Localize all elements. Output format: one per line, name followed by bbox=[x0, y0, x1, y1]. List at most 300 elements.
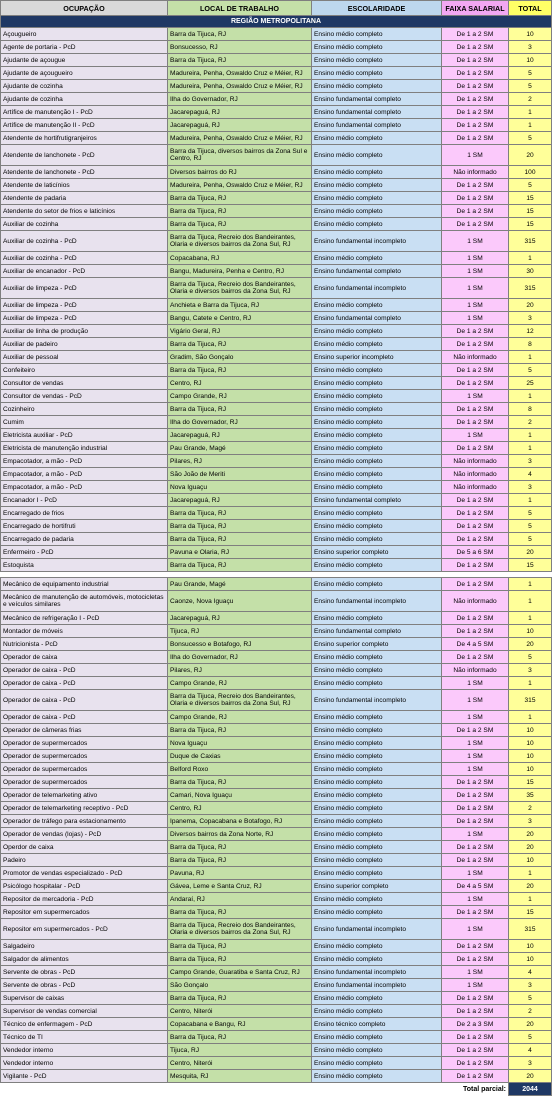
education-cell: Ensino médio completo bbox=[312, 841, 442, 854]
table-row bbox=[1, 906, 552, 919]
table-row bbox=[1, 828, 552, 841]
total-cell: 8 bbox=[509, 338, 552, 351]
location-cell: Barra da Tijuca, RJ bbox=[168, 338, 312, 351]
table-row bbox=[1, 1005, 552, 1018]
occupation-cell: Auxiliar de encanador - PcD bbox=[1, 265, 168, 278]
location-cell: Pilares, RJ bbox=[168, 455, 312, 468]
location-cell: Centro, RJ bbox=[168, 377, 312, 390]
salary-cell: 1 SM bbox=[442, 711, 509, 724]
header-salary-range: FAIXA SALARIAL bbox=[442, 1, 509, 16]
total-cell: 30 bbox=[509, 265, 552, 278]
salary-cell: Não informado bbox=[442, 664, 509, 677]
location-cell: Andaraí, RJ bbox=[168, 893, 312, 906]
location-cell: Barra da Tijuca, RJ bbox=[168, 533, 312, 546]
total-cell: 12 bbox=[509, 325, 552, 338]
education-cell: Ensino médio completo bbox=[312, 1044, 442, 1057]
region-title: REGIÃO METROPOLITANA bbox=[1, 16, 552, 28]
salary-cell: 1 SM bbox=[442, 265, 509, 278]
table-row bbox=[1, 325, 552, 338]
total-cell: 10 bbox=[509, 625, 552, 638]
partial-total-value: 2044 bbox=[509, 1083, 552, 1096]
total-cell: 5 bbox=[509, 179, 552, 192]
occupation-cell: Operador de telemarketing ativo bbox=[1, 789, 168, 802]
occupation-cell: Vendedor interno bbox=[1, 1044, 168, 1057]
table-row bbox=[1, 265, 552, 278]
table-row bbox=[1, 442, 552, 455]
salary-cell: De 1 a 2 SM bbox=[442, 789, 509, 802]
occupation-cell: Eletricista auxiliar - PcD bbox=[1, 429, 168, 442]
table-row bbox=[1, 364, 552, 377]
occupation-cell: Supervisor de caixas bbox=[1, 992, 168, 1005]
education-cell: Ensino fundamental completo bbox=[312, 106, 442, 119]
location-cell: Ilha do Governador, RJ bbox=[168, 416, 312, 429]
location-cell: Barra da Tijuca, RJ bbox=[168, 854, 312, 867]
total-cell: 1 bbox=[509, 893, 552, 906]
education-cell: Ensino médio completo bbox=[312, 854, 442, 867]
salary-cell: De 1 a 2 SM bbox=[442, 651, 509, 664]
salary-cell: De 1 a 2 SM bbox=[442, 218, 509, 231]
education-cell: Ensino médio completo bbox=[312, 325, 442, 338]
occupation-cell: Operador de vendas (lojas) - PcD bbox=[1, 828, 168, 841]
occupation-cell: Psicólogo hospitalar - PcD bbox=[1, 880, 168, 893]
occupation-cell: Operador de tráfego para estacionamento bbox=[1, 815, 168, 828]
education-cell: Ensino médio completo bbox=[312, 416, 442, 429]
location-cell: Gradim, São Gonçalo bbox=[168, 351, 312, 364]
location-cell: Barra da Tijuca, RJ bbox=[168, 54, 312, 67]
header-row bbox=[1, 1, 552, 16]
salary-cell: De 1 a 2 SM bbox=[442, 906, 509, 919]
salary-cell: De 1 a 2 SM bbox=[442, 533, 509, 546]
table-row bbox=[1, 750, 552, 763]
location-cell: Jacarepaguá, RJ bbox=[168, 612, 312, 625]
location-cell: Jacarepaguá, RJ bbox=[168, 494, 312, 507]
table-row bbox=[1, 41, 552, 54]
total-cell: 10 bbox=[509, 940, 552, 953]
salary-cell: 1 SM bbox=[442, 979, 509, 992]
salary-cell: De 1 a 2 SM bbox=[442, 364, 509, 377]
occupation-cell: Vigilante - PcD bbox=[1, 1070, 168, 1083]
table-row bbox=[1, 559, 552, 572]
total-cell: 3 bbox=[509, 312, 552, 325]
table-row bbox=[1, 893, 552, 906]
education-cell: Ensino médio completo bbox=[312, 737, 442, 750]
location-cell: Vigário Geral, RJ bbox=[168, 325, 312, 338]
summary-row bbox=[1, 1083, 552, 1096]
total-cell: 20 bbox=[509, 638, 552, 651]
education-cell: Ensino médio completo bbox=[312, 776, 442, 789]
education-cell: Ensino fundamental incompleto bbox=[312, 278, 442, 299]
salary-cell: 1 SM bbox=[442, 690, 509, 711]
table-row bbox=[1, 106, 552, 119]
education-cell: Ensino médio completo bbox=[312, 1031, 442, 1044]
table-row bbox=[1, 1031, 552, 1044]
total-cell: 5 bbox=[509, 520, 552, 533]
salary-cell: De 1 a 2 SM bbox=[442, 119, 509, 132]
total-cell: 5 bbox=[509, 1031, 552, 1044]
salary-cell: De 1 a 2 SM bbox=[442, 132, 509, 145]
education-cell: Ensino médio completo bbox=[312, 815, 442, 828]
occupation-cell: Consultor de vendas bbox=[1, 377, 168, 390]
education-cell: Ensino médio completo bbox=[312, 132, 442, 145]
total-cell: 20 bbox=[509, 299, 552, 312]
salary-cell: Não informado bbox=[442, 481, 509, 494]
location-cell: Anchieta e Barra da Tijuca, RJ bbox=[168, 299, 312, 312]
occupation-cell: Empacotador, a mão - PcD bbox=[1, 455, 168, 468]
education-cell: Ensino médio completo bbox=[312, 218, 442, 231]
total-cell: 10 bbox=[509, 737, 552, 750]
header-location: LOCAL DE TRABALHO bbox=[168, 1, 312, 16]
table-row bbox=[1, 205, 552, 218]
total-cell: 1 bbox=[509, 867, 552, 880]
salary-cell: De 1 a 2 SM bbox=[442, 205, 509, 218]
table-row bbox=[1, 1018, 552, 1031]
occupation-cell: Técnico de enfermagem - PcD bbox=[1, 1018, 168, 1031]
education-cell: Ensino médio completo bbox=[312, 364, 442, 377]
salary-cell: De 1 a 2 SM bbox=[442, 992, 509, 1005]
location-cell: Barra da Tijuca, Recreio dos Bandeirantes, Olaria e diversos bairros da Zona Sul, RJ bbox=[168, 690, 312, 711]
education-cell: Ensino médio completo bbox=[312, 507, 442, 520]
occupation-cell: Operador de supermercados bbox=[1, 763, 168, 776]
location-cell: Centro, RJ bbox=[168, 802, 312, 815]
education-cell: Ensino médio completo bbox=[312, 468, 442, 481]
location-cell: Bonsucesso e Botafogo, RJ bbox=[168, 638, 312, 651]
total-cell: 5 bbox=[509, 67, 552, 80]
location-cell: Caonze, Nova Iguaçu bbox=[168, 591, 312, 612]
salary-cell: 1 SM bbox=[442, 750, 509, 763]
table-row bbox=[1, 145, 552, 166]
location-cell: Pau Grande, Magé bbox=[168, 442, 312, 455]
salary-cell: Não informado bbox=[442, 591, 509, 612]
total-cell: 20 bbox=[509, 1018, 552, 1031]
header-total: TOTAL bbox=[509, 1, 552, 16]
occupation-cell: Operador de caixa - PcD bbox=[1, 677, 168, 690]
education-cell: Ensino fundamental completo bbox=[312, 494, 442, 507]
table-row bbox=[1, 919, 552, 940]
education-cell: Ensino médio completo bbox=[312, 533, 442, 546]
location-cell: Mesquita, RJ bbox=[168, 1070, 312, 1083]
total-cell: 1 bbox=[509, 252, 552, 265]
table-row bbox=[1, 231, 552, 252]
table-row bbox=[1, 1057, 552, 1070]
occupation-cell: Promotor de vendas especializado - PcD bbox=[1, 867, 168, 880]
salary-cell: De 1 a 2 SM bbox=[442, 1044, 509, 1057]
location-cell: Centro, Niterói bbox=[168, 1057, 312, 1070]
table-row bbox=[1, 966, 552, 979]
salary-cell: 1 SM bbox=[442, 828, 509, 841]
occupation-cell: Operador de caixa - PcD bbox=[1, 690, 168, 711]
education-cell: Ensino médio completo bbox=[312, 520, 442, 533]
total-cell: 15 bbox=[509, 559, 552, 572]
salary-cell: De 5 a 6 SM bbox=[442, 546, 509, 559]
location-cell: Barra da Tijuca, RJ bbox=[168, 953, 312, 966]
table-row bbox=[1, 690, 552, 711]
occupation-cell: Empacotador, a mão - PcD bbox=[1, 468, 168, 481]
location-cell: Ipanema, Copacabana e Botafogo, RJ bbox=[168, 815, 312, 828]
location-cell: Barra da Tijuca, Recreio dos Bandeirantes, Olaria e diversos bairros da Zona Sul, RJ bbox=[168, 231, 312, 252]
occupation-cell: Auxiliar de pessoal bbox=[1, 351, 168, 364]
total-cell: 5 bbox=[509, 992, 552, 1005]
salary-cell: De 1 a 2 SM bbox=[442, 325, 509, 338]
location-cell: Pau Grande, Magé bbox=[168, 578, 312, 591]
education-cell: Ensino médio completo bbox=[312, 80, 442, 93]
table-row bbox=[1, 638, 552, 651]
total-cell: 15 bbox=[509, 218, 552, 231]
total-cell: 4 bbox=[509, 468, 552, 481]
occupation-cell: Encarregado de padaria bbox=[1, 533, 168, 546]
occupation-cell: Auxiliar de cozinha bbox=[1, 218, 168, 231]
total-cell: 315 bbox=[509, 919, 552, 940]
occupation-cell: Atendente de padaria bbox=[1, 192, 168, 205]
salary-cell: De 1 a 2 SM bbox=[442, 192, 509, 205]
education-cell: Ensino médio completo bbox=[312, 403, 442, 416]
total-cell: 1 bbox=[509, 612, 552, 625]
occupation-cell: Açougueiro bbox=[1, 28, 168, 41]
total-cell: 1 bbox=[509, 677, 552, 690]
total-cell: 3 bbox=[509, 815, 552, 828]
total-cell: 3 bbox=[509, 41, 552, 54]
occupation-cell: Artífice de manutenção II - PcD bbox=[1, 119, 168, 132]
location-cell: Barra da Tijuca, RJ bbox=[168, 906, 312, 919]
table-row bbox=[1, 468, 552, 481]
education-cell: Ensino médio completo bbox=[312, 992, 442, 1005]
salary-cell: De 1 a 2 SM bbox=[442, 28, 509, 41]
education-cell: Ensino médio completo bbox=[312, 377, 442, 390]
location-cell: Ilha do Governador, RJ bbox=[168, 651, 312, 664]
salary-cell: De 1 a 2 SM bbox=[442, 1057, 509, 1070]
total-cell: 35 bbox=[509, 789, 552, 802]
total-cell: 3 bbox=[509, 1057, 552, 1070]
education-cell: Ensino médio completo bbox=[312, 802, 442, 815]
occupation-cell: Enfermeiro - PcD bbox=[1, 546, 168, 559]
education-cell: Ensino médio completo bbox=[312, 1070, 442, 1083]
occupation-cell: Servente de obras - PcD bbox=[1, 979, 168, 992]
table-row bbox=[1, 218, 552, 231]
occupation-cell: Auxiliar de linha de produção bbox=[1, 325, 168, 338]
education-cell: Ensino médio completo bbox=[312, 455, 442, 468]
salary-cell: De 1 a 2 SM bbox=[442, 106, 509, 119]
occupation-cell: Repositor em supermercados bbox=[1, 906, 168, 919]
table-row bbox=[1, 416, 552, 429]
location-cell: Jacarepaguá, RJ bbox=[168, 429, 312, 442]
salary-cell: De 1 a 2 SM bbox=[442, 802, 509, 815]
education-cell: Ensino médio completo bbox=[312, 179, 442, 192]
total-cell: 5 bbox=[509, 651, 552, 664]
location-cell: Pilares, RJ bbox=[168, 664, 312, 677]
salary-cell: De 1 a 2 SM bbox=[442, 612, 509, 625]
location-cell: Barra da Tijuca, RJ bbox=[168, 841, 312, 854]
salary-cell: De 1 a 2 SM bbox=[442, 520, 509, 533]
salary-cell: De 1 a 2 SM bbox=[442, 80, 509, 93]
table-row bbox=[1, 625, 552, 638]
salary-cell: De 1 a 2 SM bbox=[442, 179, 509, 192]
salary-cell: 1 SM bbox=[442, 429, 509, 442]
total-cell: 315 bbox=[509, 690, 552, 711]
location-cell: Nova Iguaçu bbox=[168, 737, 312, 750]
education-cell: Ensino fundamental incompleto bbox=[312, 966, 442, 979]
salary-cell: 1 SM bbox=[442, 390, 509, 403]
total-cell: 15 bbox=[509, 776, 552, 789]
total-cell: 5 bbox=[509, 80, 552, 93]
partial-total-label: Total parcial: bbox=[442, 1083, 509, 1096]
table-row bbox=[1, 546, 552, 559]
total-cell: 1 bbox=[509, 442, 552, 455]
salary-cell: 1 SM bbox=[442, 966, 509, 979]
table-row bbox=[1, 711, 552, 724]
total-cell: 20 bbox=[509, 841, 552, 854]
education-cell: Ensino médio completo bbox=[312, 28, 442, 41]
location-cell: Barra da Tijuca, RJ bbox=[168, 218, 312, 231]
education-cell: Ensino médio completo bbox=[312, 299, 442, 312]
occupation-cell: Encarregado de frios bbox=[1, 507, 168, 520]
location-cell: São Gonçalo bbox=[168, 979, 312, 992]
occupation-cell: Cumim bbox=[1, 416, 168, 429]
salary-cell: De 1 a 2 SM bbox=[442, 377, 509, 390]
location-cell: Copacabana, RJ bbox=[168, 252, 312, 265]
education-cell: Ensino médio completo bbox=[312, 763, 442, 776]
salary-cell: De 1 a 2 SM bbox=[442, 841, 509, 854]
location-cell: Jacarepaguá, RJ bbox=[168, 119, 312, 132]
location-cell: Barra da Tijuca, RJ bbox=[168, 940, 312, 953]
salary-cell: De 1 a 2 SM bbox=[442, 815, 509, 828]
education-cell: Ensino médio completo bbox=[312, 711, 442, 724]
location-cell: Madureira, Penha, Oswaldo Cruz e Méier, RJ bbox=[168, 67, 312, 80]
total-cell: 4 bbox=[509, 1044, 552, 1057]
total-cell: 3 bbox=[509, 455, 552, 468]
total-cell: 1 bbox=[509, 591, 552, 612]
salary-cell: De 1 a 2 SM bbox=[442, 1070, 509, 1083]
salary-cell: 1 SM bbox=[442, 763, 509, 776]
occupation-cell: Ajudante de cozinha bbox=[1, 80, 168, 93]
salary-cell: De 1 a 2 SM bbox=[442, 854, 509, 867]
education-cell: Ensino fundamental incompleto bbox=[312, 690, 442, 711]
occupation-cell: Nutricionista - PcD bbox=[1, 638, 168, 651]
education-cell: Ensino superior completo bbox=[312, 638, 442, 651]
education-cell: Ensino fundamental incompleto bbox=[312, 979, 442, 992]
total-cell: 10 bbox=[509, 953, 552, 966]
table-row bbox=[1, 979, 552, 992]
education-cell: Ensino fundamental completo bbox=[312, 265, 442, 278]
total-cell: 315 bbox=[509, 278, 552, 299]
table-row bbox=[1, 776, 552, 789]
table-row bbox=[1, 677, 552, 690]
occupation-cell: Atendente de hortifrutigranjeiros bbox=[1, 132, 168, 145]
total-cell: 3 bbox=[509, 979, 552, 992]
total-cell: 15 bbox=[509, 906, 552, 919]
location-cell: Barra da Tijuca, RJ bbox=[168, 507, 312, 520]
education-cell: Ensino superior completo bbox=[312, 546, 442, 559]
education-cell: Ensino médio completo bbox=[312, 559, 442, 572]
education-cell: Ensino médio completo bbox=[312, 953, 442, 966]
occupation-cell: Auxiliar de cozinha - PcD bbox=[1, 231, 168, 252]
table-row bbox=[1, 578, 552, 591]
total-cell: 1 bbox=[509, 429, 552, 442]
education-cell: Ensino médio completo bbox=[312, 67, 442, 80]
salary-cell: 1 SM bbox=[442, 867, 509, 880]
table-row bbox=[1, 591, 552, 612]
total-cell: 10 bbox=[509, 724, 552, 737]
table-row bbox=[1, 789, 552, 802]
table-row bbox=[1, 737, 552, 750]
occupation-cell: Auxiliar de limpeza - PcD bbox=[1, 299, 168, 312]
location-cell: Jacarepaguá, RJ bbox=[168, 106, 312, 119]
education-cell: Ensino fundamental completo bbox=[312, 93, 442, 106]
occupation-cell: Operador de telemarketing receptivo - PcD bbox=[1, 802, 168, 815]
table-row bbox=[1, 664, 552, 677]
education-cell: Ensino médio completo bbox=[312, 166, 442, 179]
salary-cell: De 1 a 2 SM bbox=[442, 403, 509, 416]
total-cell: 20 bbox=[509, 1070, 552, 1083]
total-cell: 100 bbox=[509, 166, 552, 179]
location-cell: Campo Grande, RJ bbox=[168, 390, 312, 403]
occupation-cell: Auxiliar de padeiro bbox=[1, 338, 168, 351]
salary-cell: 1 SM bbox=[442, 737, 509, 750]
salary-cell: De 1 a 2 SM bbox=[442, 54, 509, 67]
occupation-cell: Supervisor de vendas comercial bbox=[1, 1005, 168, 1018]
occupation-cell: Salgador de alimentos bbox=[1, 953, 168, 966]
education-cell: Ensino médio completo bbox=[312, 940, 442, 953]
table-row bbox=[1, 403, 552, 416]
salary-cell: Não informado bbox=[442, 351, 509, 364]
occupation-cell: Montador de móveis bbox=[1, 625, 168, 638]
salary-cell: De 1 a 2 SM bbox=[442, 625, 509, 638]
table-row bbox=[1, 299, 552, 312]
salary-cell: De 1 a 2 SM bbox=[442, 724, 509, 737]
total-cell: 1 bbox=[509, 351, 552, 364]
education-cell: Ensino médio completo bbox=[312, 429, 442, 442]
total-cell: 20 bbox=[509, 546, 552, 559]
education-cell: Ensino médio completo bbox=[312, 54, 442, 67]
total-cell: 2 bbox=[509, 1005, 552, 1018]
table-row bbox=[1, 179, 552, 192]
education-cell: Ensino médio completo bbox=[312, 789, 442, 802]
total-cell: 1 bbox=[509, 494, 552, 507]
table-row bbox=[1, 802, 552, 815]
total-cell: 2 bbox=[509, 802, 552, 815]
total-cell: 5 bbox=[509, 364, 552, 377]
salary-cell: De 1 a 2 SM bbox=[442, 559, 509, 572]
occupation-cell: Encarregado de hortifruti bbox=[1, 520, 168, 533]
location-cell: Campo Grande, RJ bbox=[168, 711, 312, 724]
occupation-cell: Eletricista de manutenção industrial bbox=[1, 442, 168, 455]
education-cell: Ensino médio completo bbox=[312, 828, 442, 841]
table-row bbox=[1, 520, 552, 533]
table-row bbox=[1, 278, 552, 299]
salary-cell: De 1 a 2 SM bbox=[442, 93, 509, 106]
total-cell: 20 bbox=[509, 145, 552, 166]
location-cell: Barra da Tijuca, RJ bbox=[168, 1031, 312, 1044]
total-cell: 20 bbox=[509, 880, 552, 893]
education-cell: Ensino médio completo bbox=[312, 893, 442, 906]
header-education: ESCOLARIDADE bbox=[312, 1, 442, 16]
location-cell: Barra da Tijuca, RJ bbox=[168, 776, 312, 789]
location-cell: Madureira, Penha, Oswaldo Cruz e Méier, RJ bbox=[168, 80, 312, 93]
education-cell: Ensino médio completo bbox=[312, 677, 442, 690]
occupation-cell: Ajudante de açougueiro bbox=[1, 67, 168, 80]
salary-cell: 1 SM bbox=[442, 312, 509, 325]
location-cell: Madureira, Penha, Oswaldo Cruz e Méier, RJ bbox=[168, 132, 312, 145]
education-cell: Ensino fundamental incompleto bbox=[312, 591, 442, 612]
education-cell: Ensino médio completo bbox=[312, 1005, 442, 1018]
table-row bbox=[1, 880, 552, 893]
table-body bbox=[1, 16, 552, 1096]
salary-cell: Não informado bbox=[442, 166, 509, 179]
location-cell: Bangu, Madureira, Penha e Centro, RJ bbox=[168, 265, 312, 278]
total-cell: 10 bbox=[509, 54, 552, 67]
education-cell: Ensino superior incompleto bbox=[312, 351, 442, 364]
table-row bbox=[1, 132, 552, 145]
salary-cell: De 1 a 2 SM bbox=[442, 507, 509, 520]
education-cell: Ensino fundamental completo bbox=[312, 119, 442, 132]
